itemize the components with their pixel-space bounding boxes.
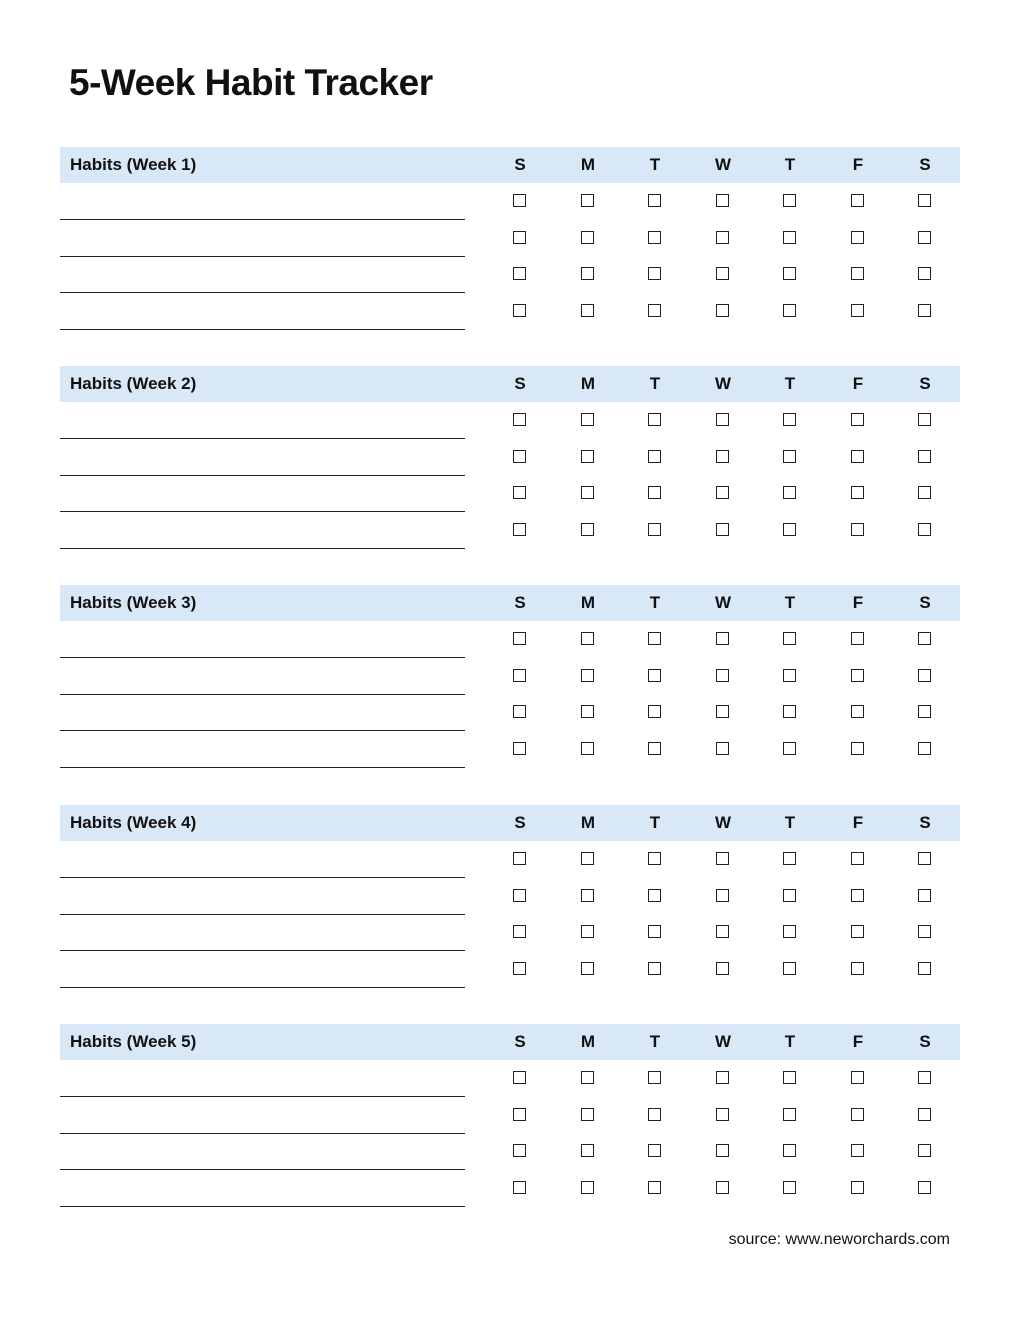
habit-checkbox[interactable]: [513, 413, 526, 426]
habit-checkbox[interactable]: [783, 1181, 796, 1194]
habit-name-line[interactable]: [60, 511, 465, 512]
habit-checkbox[interactable]: [716, 1071, 729, 1084]
week-section-3: [60, 585, 960, 770]
habit-name-line[interactable]: [60, 950, 465, 951]
day-header: M: [580, 1032, 596, 1051]
day-header: T: [649, 1032, 661, 1051]
habit-checkbox[interactable]: [513, 523, 526, 536]
habit-checkbox[interactable]: [783, 925, 796, 938]
habit-checkbox[interactable]: [783, 1071, 796, 1084]
week-header: [60, 147, 960, 183]
habit-checkbox[interactable]: [851, 962, 864, 975]
habit-checkbox[interactable]: [783, 194, 796, 207]
habit-checkbox[interactable]: [716, 669, 729, 682]
day-header: S: [919, 155, 931, 174]
habit-checkbox[interactable]: [581, 669, 594, 682]
habit-checkbox[interactable]: [648, 486, 661, 499]
habit-checkbox[interactable]: [783, 669, 796, 682]
habit-checkbox[interactable]: [851, 231, 864, 244]
habit-checkbox[interactable]: [581, 1071, 594, 1084]
week-header: [60, 585, 960, 621]
habit-checkbox[interactable]: [581, 231, 594, 244]
day-header: T: [649, 374, 661, 393]
habit-checkbox[interactable]: [581, 413, 594, 426]
day-header: S: [919, 813, 931, 832]
habit-name-line[interactable]: [60, 475, 465, 476]
habit-checkbox[interactable]: [851, 1108, 864, 1121]
habit-checkbox[interactable]: [851, 705, 864, 718]
habit-checkbox[interactable]: [648, 1108, 661, 1121]
habit-checkbox[interactable]: [783, 304, 796, 317]
habit-checkbox[interactable]: [581, 852, 594, 865]
day-header: F: [852, 374, 864, 393]
habit-checkbox[interactable]: [513, 194, 526, 207]
habit-checkbox[interactable]: [581, 632, 594, 645]
habit-checkbox[interactable]: [716, 267, 729, 280]
habit-name-line[interactable]: [60, 256, 465, 257]
day-header: M: [580, 374, 596, 393]
source-note: source: www.neworchards.com: [728, 1231, 950, 1248]
habit-checkbox[interactable]: [513, 669, 526, 682]
habit-checkbox[interactable]: [918, 304, 931, 317]
habit-checkbox[interactable]: [648, 1071, 661, 1084]
habit-checkbox[interactable]: [581, 889, 594, 902]
day-header: F: [852, 155, 864, 174]
week-header: [60, 805, 960, 841]
habit-checkbox[interactable]: [648, 889, 661, 902]
habit-checkbox[interactable]: [716, 705, 729, 718]
habit-checkbox[interactable]: [783, 632, 796, 645]
day-header: M: [580, 593, 596, 612]
page-title: 5-Week Habit Tracker: [69, 62, 433, 103]
day-header: S: [919, 593, 931, 612]
day-header: F: [852, 593, 864, 612]
habit-checkbox[interactable]: [918, 889, 931, 902]
habit-checkbox[interactable]: [918, 231, 931, 244]
habit-checkbox[interactable]: [581, 194, 594, 207]
habit-checkbox[interactable]: [648, 669, 661, 682]
habit-checkbox[interactable]: [716, 1108, 729, 1121]
habit-checkbox[interactable]: [851, 304, 864, 317]
habit-checkbox[interactable]: [648, 742, 661, 755]
habit-checkbox[interactable]: [851, 1071, 864, 1084]
habit-checkbox[interactable]: [716, 632, 729, 645]
day-header: T: [784, 1032, 796, 1051]
day-header: T: [784, 813, 796, 832]
habit-checkbox[interactable]: [851, 852, 864, 865]
habit-checkbox[interactable]: [783, 962, 796, 975]
day-header: W: [714, 1032, 732, 1051]
habit-checkbox[interactable]: [716, 413, 729, 426]
habit-checkbox[interactable]: [716, 742, 729, 755]
habit-checkbox[interactable]: [783, 742, 796, 755]
habit-name-line[interactable]: [60, 292, 465, 293]
day-header: W: [714, 155, 732, 174]
day-header: S: [514, 593, 526, 612]
habit-checkbox[interactable]: [851, 669, 864, 682]
habit-name-line[interactable]: [60, 914, 465, 915]
habit-checkbox[interactable]: [851, 267, 864, 280]
day-header: F: [852, 813, 864, 832]
habit-checkbox[interactable]: [716, 1181, 729, 1194]
habit-checkbox[interactable]: [648, 304, 661, 317]
habit-checkbox[interactable]: [513, 925, 526, 938]
habit-checkbox[interactable]: [851, 742, 864, 755]
week-label: Habits (Week 5): [70, 1032, 197, 1051]
day-header: T: [649, 813, 661, 832]
habit-checkbox[interactable]: [513, 1071, 526, 1084]
habit-checkbox[interactable]: [918, 450, 931, 463]
habit-checkbox[interactable]: [513, 486, 526, 499]
habit-name-line[interactable]: [60, 730, 465, 731]
week-header: [60, 1024, 960, 1060]
habit-checkbox[interactable]: [783, 1108, 796, 1121]
habit-checkbox[interactable]: [581, 1144, 594, 1157]
habit-checkbox[interactable]: [716, 1144, 729, 1157]
habit-name-line[interactable]: [60, 329, 465, 330]
habit-checkbox[interactable]: [918, 486, 931, 499]
habit-checkbox[interactable]: [513, 962, 526, 975]
habit-checkbox[interactable]: [513, 705, 526, 718]
day-header: M: [580, 813, 596, 832]
week-label: Habits (Week 1): [70, 155, 197, 174]
day-header: W: [714, 374, 732, 393]
habit-checkbox[interactable]: [851, 1181, 864, 1194]
habit-checkbox[interactable]: [581, 450, 594, 463]
habit-checkbox[interactable]: [648, 194, 661, 207]
habit-name-line[interactable]: [60, 767, 465, 768]
habit-checkbox[interactable]: [648, 1181, 661, 1194]
habit-checkbox[interactable]: [783, 1144, 796, 1157]
habit-checkbox[interactable]: [648, 413, 661, 426]
habit-checkbox[interactable]: [513, 852, 526, 865]
habit-checkbox[interactable]: [851, 1144, 864, 1157]
habit-checkbox[interactable]: [918, 1144, 931, 1157]
habit-checkbox[interactable]: [918, 1071, 931, 1084]
habit-checkbox[interactable]: [648, 705, 661, 718]
habit-checkbox[interactable]: [918, 1181, 931, 1194]
habit-checkbox[interactable]: [918, 742, 931, 755]
habit-checkbox[interactable]: [648, 1144, 661, 1157]
habit-checkbox[interactable]: [783, 705, 796, 718]
habit-checkbox[interactable]: [648, 523, 661, 536]
day-header: T: [649, 593, 661, 612]
habit-checkbox[interactable]: [513, 742, 526, 755]
habit-checkbox[interactable]: [851, 486, 864, 499]
habit-checkbox[interactable]: [581, 304, 594, 317]
week-section-2: [60, 366, 960, 551]
habit-name-line[interactable]: [60, 1206, 465, 1207]
habit-name-line[interactable]: [60, 657, 465, 658]
habit-checkbox[interactable]: [918, 523, 931, 536]
habit-checkbox[interactable]: [648, 925, 661, 938]
habit-checkbox[interactable]: [581, 705, 594, 718]
day-header: T: [784, 155, 796, 174]
week-label: Habits (Week 3): [70, 593, 197, 612]
habit-checkbox[interactable]: [783, 852, 796, 865]
habit-checkbox[interactable]: [513, 1144, 526, 1157]
habit-checkbox[interactable]: [918, 194, 931, 207]
habit-checkbox[interactable]: [783, 889, 796, 902]
habit-checkbox[interactable]: [918, 925, 931, 938]
habit-checkbox[interactable]: [918, 852, 931, 865]
week-section-1: [60, 147, 960, 332]
day-header: T: [784, 593, 796, 612]
day-header: S: [514, 1032, 526, 1051]
habit-checkbox[interactable]: [851, 413, 864, 426]
habit-checkbox[interactable]: [513, 231, 526, 244]
habit-checkbox[interactable]: [648, 450, 661, 463]
habit-checkbox[interactable]: [648, 852, 661, 865]
habit-checkbox[interactable]: [716, 194, 729, 207]
day-header: S: [514, 374, 526, 393]
day-header: W: [714, 813, 732, 832]
habit-checkbox[interactable]: [716, 450, 729, 463]
habit-checkbox[interactable]: [716, 925, 729, 938]
day-header: S: [919, 374, 931, 393]
habit-checkbox[interactable]: [918, 413, 931, 426]
week-section-5: [60, 1024, 960, 1209]
habit-checkbox[interactable]: [581, 267, 594, 280]
day-header: S: [514, 155, 526, 174]
day-header: S: [514, 813, 526, 832]
habit-checkbox[interactable]: [783, 523, 796, 536]
week-section-4: [60, 805, 960, 990]
habit-checkbox[interactable]: [648, 231, 661, 244]
habit-checkbox[interactable]: [716, 523, 729, 536]
habit-checkbox[interactable]: [851, 632, 864, 645]
habit-name-line[interactable]: [60, 548, 465, 549]
habit-checkbox[interactable]: [716, 852, 729, 865]
habit-checkbox[interactable]: [513, 1108, 526, 1121]
week-header: [60, 366, 960, 402]
habit-checkbox[interactable]: [783, 486, 796, 499]
habit-checkbox[interactable]: [716, 889, 729, 902]
habit-checkbox[interactable]: [716, 962, 729, 975]
habit-checkbox[interactable]: [648, 267, 661, 280]
habit-checkbox[interactable]: [851, 194, 864, 207]
habit-checkbox[interactable]: [918, 962, 931, 975]
day-header: S: [919, 1032, 931, 1051]
habit-checkbox[interactable]: [716, 231, 729, 244]
habit-checkbox[interactable]: [851, 925, 864, 938]
habit-checkbox[interactable]: [783, 450, 796, 463]
habit-name-line[interactable]: [60, 1133, 465, 1134]
day-header: T: [649, 155, 661, 174]
habit-checkbox[interactable]: [716, 304, 729, 317]
habit-checkbox[interactable]: [918, 632, 931, 645]
habit-checkbox[interactable]: [581, 962, 594, 975]
day-header: T: [784, 374, 796, 393]
habit-name-line[interactable]: [60, 438, 465, 439]
habit-checkbox[interactable]: [513, 450, 526, 463]
habit-checkbox[interactable]: [581, 1108, 594, 1121]
habit-checkbox[interactable]: [581, 925, 594, 938]
habit-checkbox[interactable]: [581, 1181, 594, 1194]
habit-checkbox[interactable]: [918, 705, 931, 718]
week-label: Habits (Week 2): [70, 374, 197, 393]
habit-checkbox[interactable]: [513, 1181, 526, 1194]
habit-checkbox[interactable]: [783, 267, 796, 280]
habit-checkbox[interactable]: [851, 889, 864, 902]
day-header: M: [580, 155, 596, 174]
habit-checkbox[interactable]: [851, 450, 864, 463]
habit-checkbox[interactable]: [581, 742, 594, 755]
habit-checkbox[interactable]: [513, 267, 526, 280]
day-header: F: [852, 1032, 864, 1051]
habit-checkbox[interactable]: [513, 889, 526, 902]
habit-checkbox[interactable]: [648, 632, 661, 645]
habit-checkbox[interactable]: [648, 962, 661, 975]
habit-checkbox[interactable]: [581, 523, 594, 536]
habit-checkbox[interactable]: [918, 1108, 931, 1121]
habit-checkbox[interactable]: [513, 304, 526, 317]
day-header: W: [714, 593, 732, 612]
habit-checkbox[interactable]: [513, 632, 526, 645]
habit-name-line[interactable]: [60, 1169, 465, 1170]
habit-name-line[interactable]: [60, 1096, 465, 1097]
habit-name-line[interactable]: [60, 219, 465, 220]
habit-name-line[interactable]: [60, 877, 465, 878]
habit-checkbox[interactable]: [581, 486, 594, 499]
habit-checkbox[interactable]: [783, 413, 796, 426]
habit-name-line[interactable]: [60, 987, 465, 988]
week-label: Habits (Week 4): [70, 813, 197, 832]
habit-name-line[interactable]: [60, 694, 465, 695]
habit-checkbox[interactable]: [716, 486, 729, 499]
habit-checkbox[interactable]: [783, 231, 796, 244]
habit-checkbox[interactable]: [918, 267, 931, 280]
habit-checkbox[interactable]: [918, 669, 931, 682]
habit-checkbox[interactable]: [851, 523, 864, 536]
